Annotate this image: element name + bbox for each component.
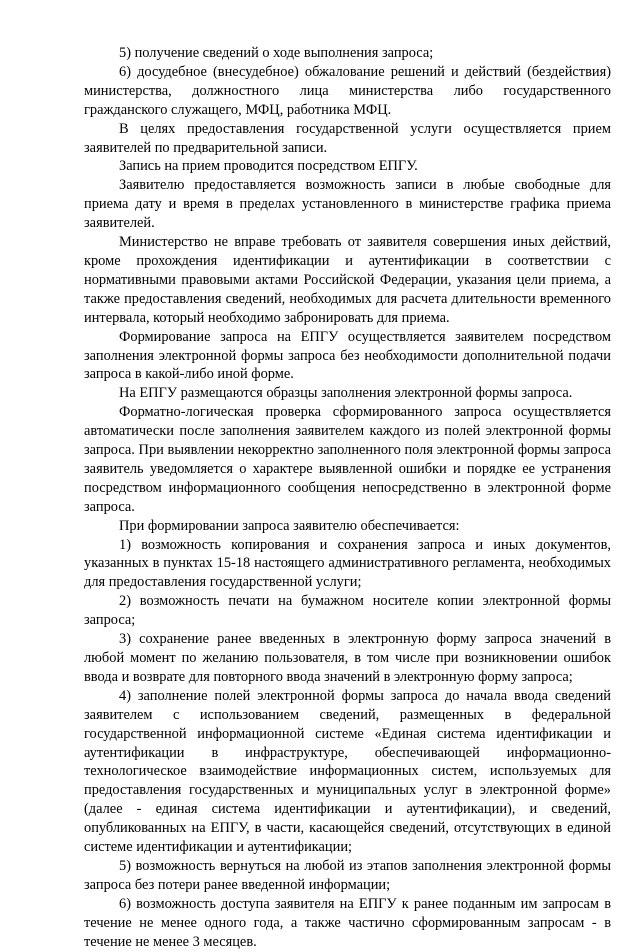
paragraph-format-check: Форматно-логическая проверка сформированного запроса осуществляется автоматически после заполнения заявителем каждого из полей электронной формы запроса. При выявлении некорректно заполненного поля электронной формы запроса заявитель уведомляется о характере выявленной ошибки и порядке ее устранения посредством информационного сообщения непосредственно в электронной форме запроса. (84, 404, 611, 515)
paragraph-feature-6-access: 6) возможность доступа заявителя на ЕПГУ к ранее поданным им запросам в течение не менее одного года, а также частично сформированным запросам - в течение не менее 3 месяцев. (84, 895, 611, 950)
document-body (84, 44, 611, 952)
paragraph-appointment-slots: Заявителю предоставляется возможность записи в любые свободные для приема дату и время в пределах установленного в министерстве графика приема заявителей. (84, 177, 611, 232)
paragraph-form-samples: На ЕПГУ размещаются образцы заполнения электронной формы запроса. (119, 385, 573, 402)
paragraph-appointment-via-epgu: Запись на прием проводится посредством ЕПГУ. (119, 158, 418, 175)
paragraph-item-5-status: 5) получение сведений о ходе выполнения запроса; (119, 45, 434, 61)
paragraph-item-6-appeal: 6) досудебное (внесудебное) обжалование решений и действий (бездействия) министерства, должностного лица министерства либо государственного гражданского служащего, МФЦ, работника МФЦ. (84, 63, 611, 118)
paragraph-provided-features: При формировании запроса заявителю обеспечивается: (119, 517, 460, 534)
paragraph-feature-2-print: 2) возможность печати на бумажном носителе копии электронной формы запроса; (84, 593, 611, 629)
paragraph-feature-5-return: 5) возможность вернуться на любой из этапов заполнения электронной формы запроса без потери ранее введенной информации; (84, 857, 611, 893)
paragraph-feature-1-copy: 1) возможность копирования и сохранения запроса и иных документов, указанных в пунктах 15-18 настоящего административного регламента, необходимых для предоставления государственной услуги; (84, 536, 611, 591)
paragraph-appointment-purpose: В целях предоставления государственной услуги осуществляется прием заявителей по предварительной записи. (84, 120, 611, 156)
paragraph-feature-4-prefill: 4) заполнение полей электронной формы запроса до начала ввода сведений заявителем с использованием сведений, размещенных в федеральной государственной информационной системе «Единая система идентификации и аутентификации в инфраструктуре, обеспечивающей информационно-технологическое взаимодействие информационных систем, используемых для предоставления государственных и муниципальных услуг в электронной форме» (далее - единая система идентификации и аутентификации), и сведений, опубликованных на ЕПГУ, в части, касающейся сведений, отсутствующих в единой системе идентификации и аутентификации; (84, 687, 611, 856)
paragraph-feature-3-save: 3) сохранение ранее введенных в электронную форму запроса значений в любой момент по желанию пользователя, в том числе при возникновении ошибок ввода и возврате для повторного ввода значений в электронную форму запроса; (84, 631, 611, 685)
paragraph-ministry-restrictions: Министерство не вправе требовать от заявителя совершения иных действий, кроме прохождения идентификации и аутентификации в соответствии с нормативными правовыми актами Российской Федерации, указания цели приема, а также предоставления сведений, необходимых для расчета длительности временного интервала, который необходимо забронировать для приема. (84, 234, 611, 326)
paragraph-request-forming: Формирование запроса на ЕПГУ осуществляется заявителем посредством заполнения электронной формы запроса без необходимости дополнительной подачи запроса в какой-либо иной форме. (84, 328, 611, 383)
